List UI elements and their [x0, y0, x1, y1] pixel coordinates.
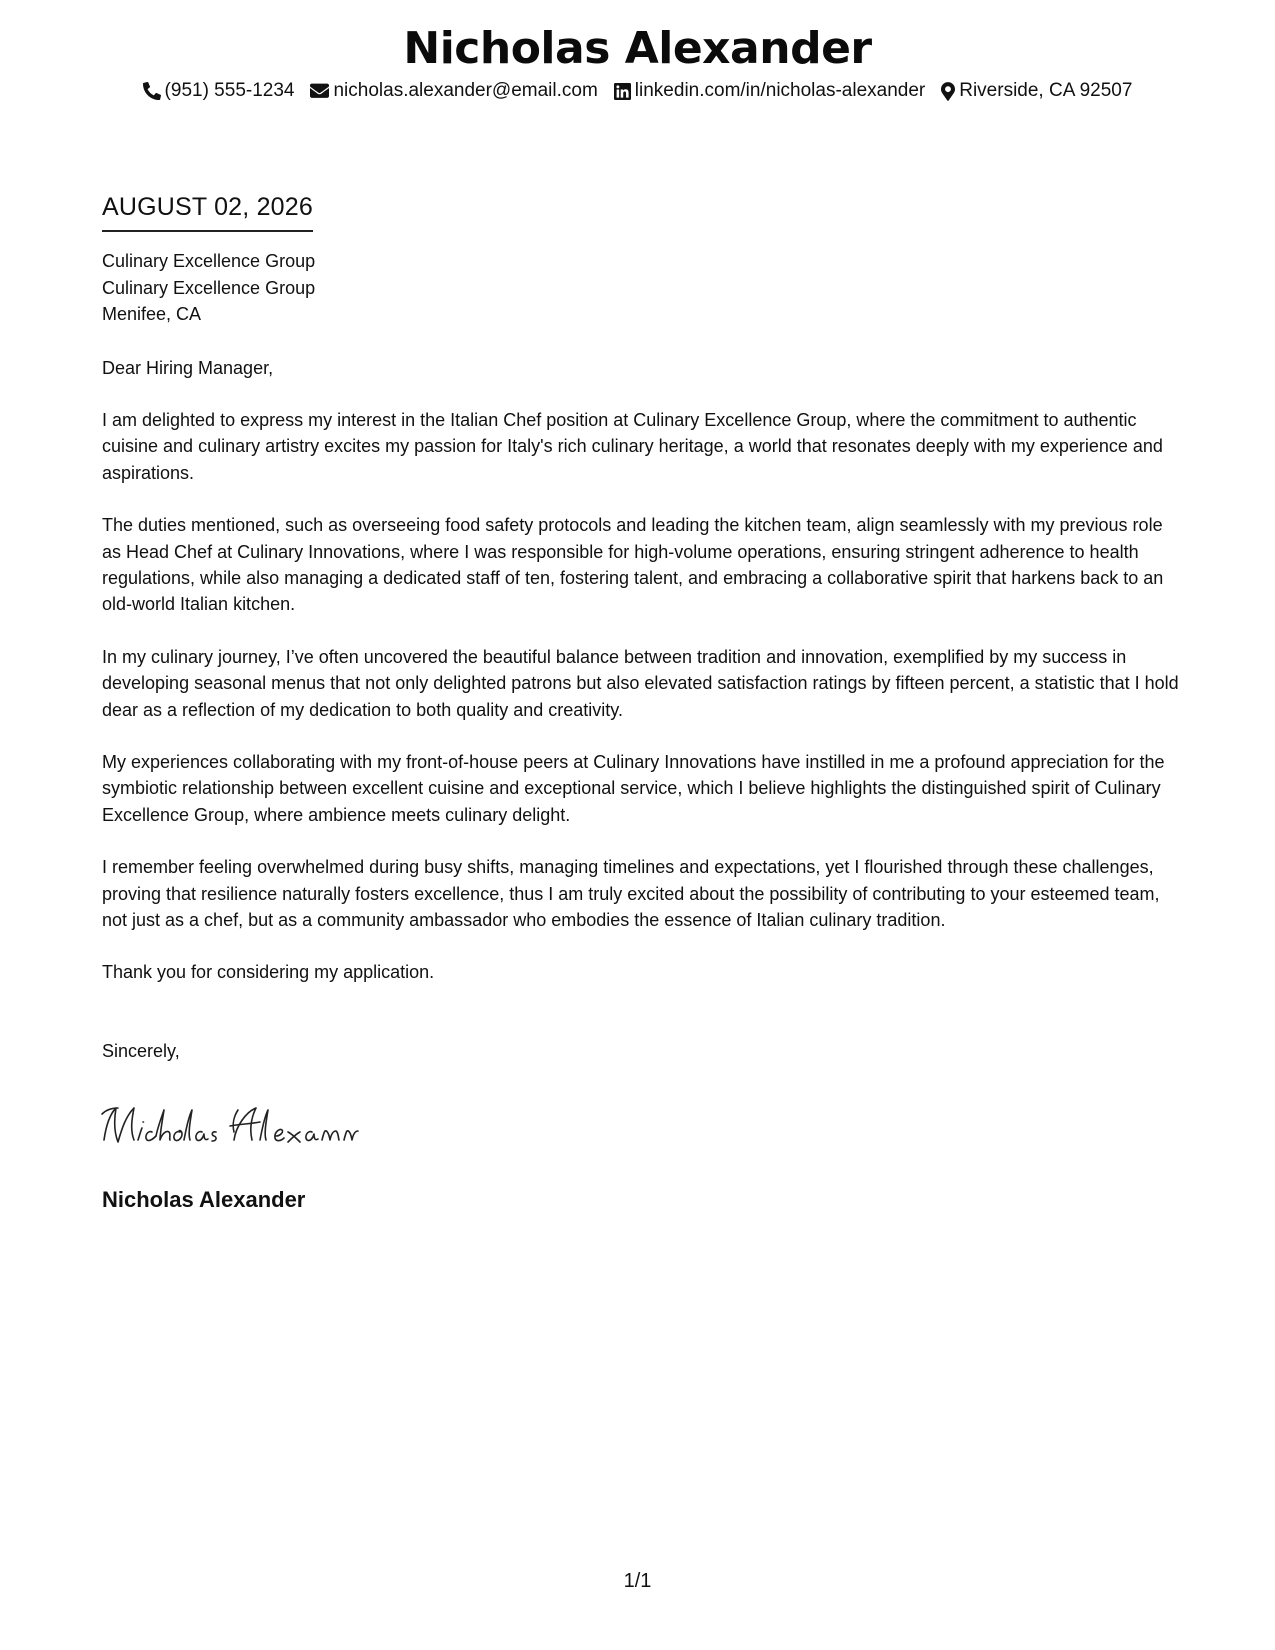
applicant-name-heading: Nicholas Alexander — [403, 23, 872, 74]
body-paragraph: In my culinary journey, I’ve often uncovered the beautiful balance between tradition and innovation, exemplified by my success in developing seasonal menus that not only delighted patrons but also elevated satisfaction ratings by fifteen percent, a statistic that I hold dear as a reflection of my dedication to both quality and creativity. — [102, 646, 1179, 720]
signed-name: Nicholas Alexander — [102, 1187, 306, 1212]
contact-phone — [143, 78, 295, 104]
thank-you-line: Thank you for considering my application. — [102, 962, 435, 983]
body-paragraph: The duties mentioned, such as overseeing food safety protocols and leading the kitchen team, align seamlessly with my previous role as Head Chef at Culinary Innovations, where I was responsible for high-volume operations, ensuring stringent adherence to health regulations, while also managing a dedicated staff of ten, fostering talent, and embracing a collaborative spirit that harkens back to an old-world Italian kitchen. — [102, 515, 1164, 615]
body-paragraph: I am delighted to express my interest in the Italian Chef position at Culinary Excellence Group, where the commitment to authentic cuisine and culinary artistry excites my passion for Italy's rich culinary heritage, a world that resonates deeply with my experience and aspirations. — [102, 409, 1163, 483]
phone-icon — [143, 82, 161, 100]
closing-line: Sincerely, — [102, 1040, 180, 1061]
handwritten-signature — [100, 1102, 362, 1148]
linkedin-url: linkedin.com/in/nicholas-alexander — [634, 80, 926, 101]
recipient-line-2: Culinary Excellence Group — [102, 277, 316, 298]
phone-number: (951) 555-1234 — [164, 80, 295, 101]
body-paragraph: My experiences collaborating with my front-of-house peers at Culinary Innovations have instilled in me a profound appreciation for the symbiotic relationship between excellent cuisine and exceptional service, which I believe highlights the distinguished spirit of Culinary Excellence Group, where ambience meets culinary delight. — [102, 751, 1165, 825]
body-paragraph: I remember feeling overwhelmed during busy shifts, managing timelines and expectations, yet I flourished through these challenges, proving that resilience naturally fosters excellence, thus I am truly excited about the possibility of contributing to your esteemed team, not just as a chef, but as a community ambassador who embodies the essence of Italian culinary tradition. — [102, 857, 1160, 930]
date-block — [102, 190, 313, 232]
linkedin-icon — [614, 83, 631, 100]
map-marker-icon — [941, 82, 955, 101]
contact-linkedin — [614, 78, 925, 104]
envelope-icon — [310, 83, 329, 99]
salutation: Dear Hiring Manager, — [102, 357, 274, 378]
contact-email — [310, 78, 597, 104]
recipient-address — [102, 248, 1182, 328]
contact-location — [941, 78, 1132, 104]
page-number: 1/1 — [623, 1570, 652, 1592]
letter-date: AUGUST 02, 2026 — [102, 190, 313, 232]
recipient-line-1: Culinary Excellence Group — [102, 251, 316, 271]
contact-info-row — [0, 78, 1275, 104]
recipient-line-3: Menifee, CA — [102, 304, 202, 324]
email-address: nicholas.alexander@email.com — [333, 80, 598, 101]
letter-body — [102, 248, 1182, 1064]
location-text: Riverside, CA 92507 — [959, 80, 1133, 101]
